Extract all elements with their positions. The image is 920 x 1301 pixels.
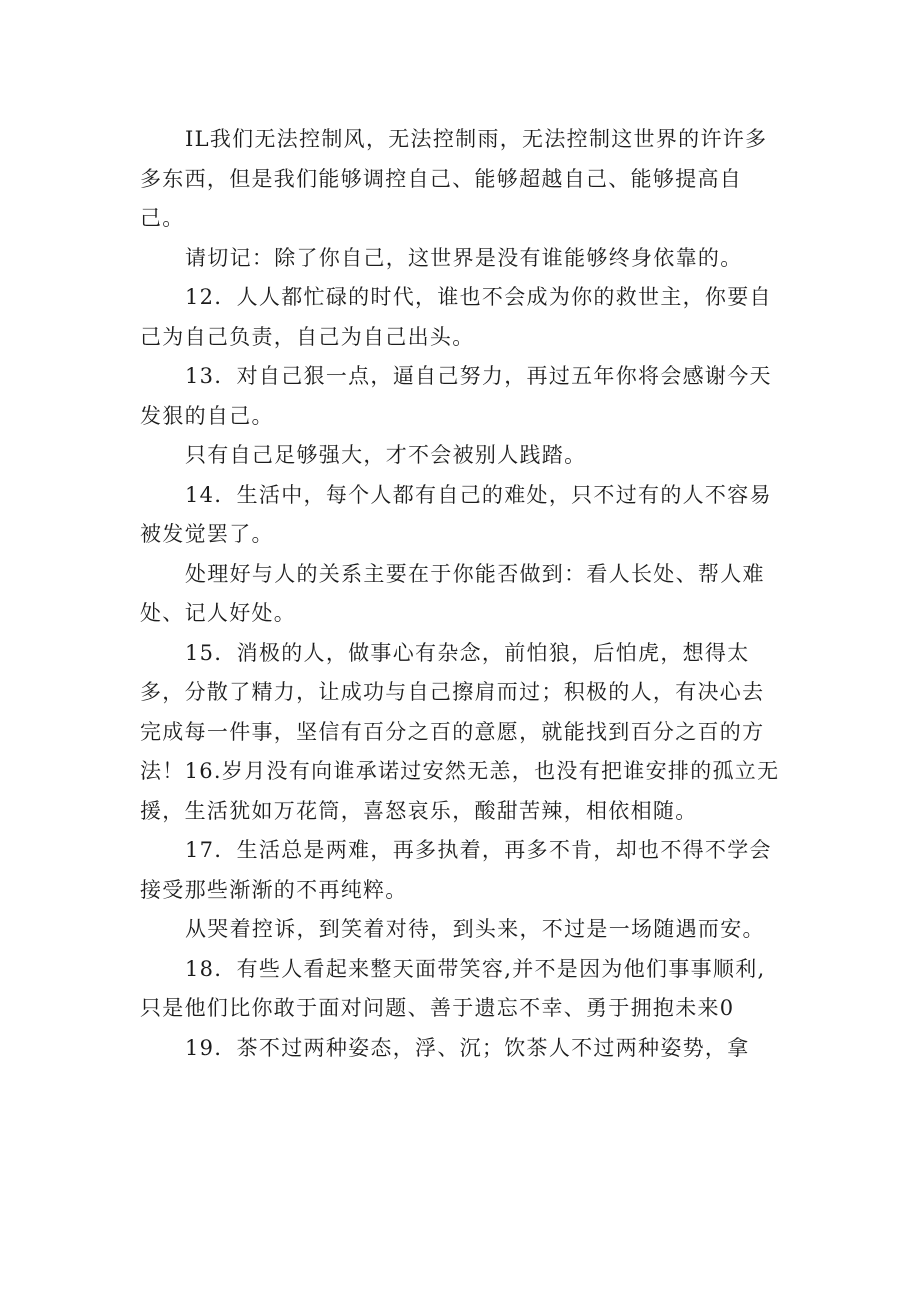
paragraph: 13．对自己狠一点，逼自己努力，再过五年你将会感谢今天发狠的自己。	[140, 364, 772, 428]
paragraph: 请切记：除了你自己，这世界是没有谁能够终身依靠的。	[185, 245, 743, 270]
paragraph: 15．消极的人，做事心有杂念，前怕狼，后怕虎，想得太多，分散了精力，让成功与自己擦肩而过；积极的人，有决心去完成每一件事，坚信有百分之百的意愿，就能找到百分之百的方法！16.岁月没有向谁承诺过安然无恙，也没有把谁安排的孤立无援，生活犹如万花筒，喜怒哀乐，酸甜苦辣，相依相随。	[140, 640, 780, 823]
paragraph: 12．人人都忙碌的时代，谁也不会成为你的救世主，你要自己为自己负责，自己为自己出头。	[140, 285, 772, 349]
document-body	[140, 120, 780, 1068]
paragraph: 19．茶不过两种姿态，浮、沉；饮茶人不过两种姿势，拿	[185, 1035, 750, 1060]
paragraph: 从哭着控诉，到笑着对待，到头来，不过是一场随遇而安。	[185, 917, 765, 941]
paragraph: 14．生活中，每个人都有自己的难处，只不过有的人不容易被发觉罢了。	[140, 482, 772, 546]
paragraph: 只有自己足够强大，才不会被别人践踏。	[185, 443, 587, 467]
paragraph: 18．有些人看起来整天面带笑容,并不是因为他们事事顺利,只是他们比你敢于面对问题、善于遗忘不幸、勇于拥抱未来0	[140, 956, 766, 1020]
paragraph: 处理好与人的关系主要在于你能否做到：看人长处、帮人难处、记人好处。	[140, 561, 765, 625]
paragraph: 17．生活总是两难，再多执着，再多不肯，却也不得不学会接受那些渐渐的不再纯粹。	[140, 838, 772, 902]
paragraph: IL我们无法控制风，无法控制雨，无法控制这世界的许许多多东西，但是我们能够调控自己、能够超越自己、能够提高自己。	[140, 127, 768, 230]
